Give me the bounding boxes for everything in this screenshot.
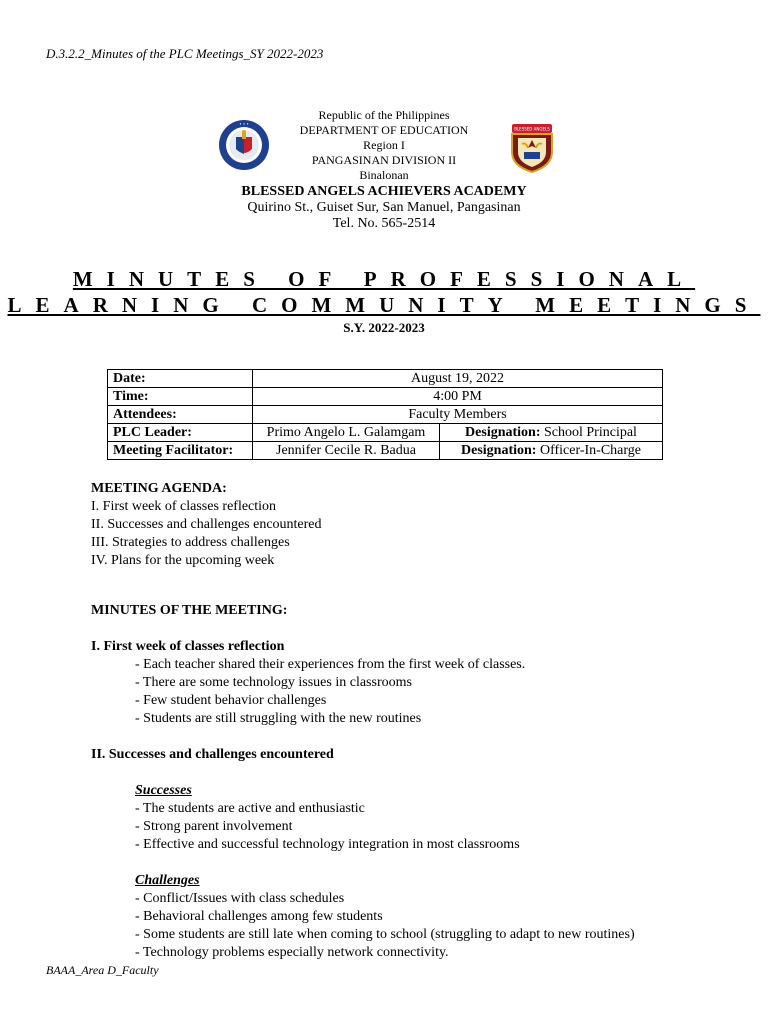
republic-line: Republic of the Philippines	[318, 108, 450, 122]
school-year: S.Y. 2022-2023	[343, 320, 425, 335]
document-reference: D.3.2.2_Minutes of the PLC Meetings_SY 2022-2023	[46, 46, 324, 61]
list-item: - Conflict/Issues with class schedules	[135, 891, 345, 906]
designation-label: Designation:	[465, 425, 541, 440]
table-row	[108, 406, 663, 424]
time-label: Time:	[108, 388, 253, 406]
list-item: - Technology problems especially network connectivity.	[135, 945, 449, 960]
list-item: - Each teacher shared their experiences from the first week of classes.	[135, 657, 526, 672]
title-line-1: MINUTES OF PROFESSIONAL	[72, 267, 696, 291]
date-value: August 19, 2022	[253, 370, 663, 388]
time-value: 4:00 PM	[253, 388, 663, 406]
agenda-item: I. First week of classes reflection	[91, 499, 277, 514]
footer-reference: BAAA_Area D_Faculty	[46, 963, 159, 977]
meeting-info-table	[107, 369, 663, 460]
letterhead	[0, 108, 768, 232]
document-body	[91, 480, 731, 962]
plc-leader-value: Primo Angelo L. Galamgam	[253, 424, 440, 442]
list-item: - The students are active and enthusiastic	[135, 801, 365, 816]
successes-heading: Successes	[135, 783, 192, 798]
attendees-label: Attendees:	[108, 406, 253, 424]
division-line: PANGASINAN DIVISION II	[311, 153, 457, 167]
list-item: - There are some technology issues in classrooms	[135, 675, 412, 690]
agenda-heading: MEETING AGENDA:	[91, 481, 227, 496]
section-title: I. First week of classes reflection	[91, 639, 285, 654]
school-name: BLESSED ANGELS ACHIEVERS ACADEMY	[241, 184, 527, 199]
plc-leader-designation	[440, 424, 663, 442]
agenda-item: III. Strategies to address challenges	[91, 535, 290, 550]
table-row	[108, 370, 663, 388]
title-line-2: LEARNING COMMUNITY MEETINGS	[7, 293, 761, 317]
facilitator-designation	[440, 442, 663, 460]
table-row	[108, 442, 663, 460]
table-row	[108, 388, 663, 406]
facilitator-label: Meeting Facilitator:	[108, 442, 253, 460]
agenda-item: II. Successes and challenges encountered	[91, 517, 322, 532]
plc-leader-label: PLC Leader:	[108, 424, 253, 442]
section-title: II. Successes and challenges encountered	[91, 747, 334, 762]
attendees-value: Faculty Members	[253, 406, 663, 424]
designation-value: Officer-In-Charge	[539, 443, 641, 458]
facilitator-value: Jennifer Cecile R. Badua	[253, 442, 440, 460]
svg-text:• • •: • • •	[239, 121, 249, 127]
list-item: - Behavioral challenges among few students	[135, 909, 383, 924]
table-row	[108, 424, 663, 442]
municipality-line: Binalonan	[359, 168, 409, 182]
list-item: - Effective and successful technology integration in most classrooms	[135, 837, 520, 852]
agenda-item: IV. Plans for the upcoming week	[91, 553, 275, 568]
list-item: - Few student behavior challenges	[135, 693, 327, 708]
challenges-heading: Challenges	[135, 873, 200, 888]
document-title	[0, 266, 768, 336]
school-address: Quirino St., Guiset Sur, San Manuel, Pangasinan	[247, 200, 521, 215]
designation-value: School Principal	[544, 425, 637, 440]
minutes-heading: MINUTES OF THE MEETING:	[91, 603, 288, 618]
designation-label: Designation:	[461, 443, 537, 458]
department-line: DEPARTMENT OF EDUCATION	[299, 123, 469, 137]
list-item: - Students are still struggling with the new routines	[135, 711, 422, 726]
region-line: Region I	[363, 138, 405, 152]
date-label: Date:	[108, 370, 253, 388]
svg-text:BLESSED ANGELS: BLESSED ANGELS	[514, 126, 550, 132]
list-item: - Some students are still late when coming to school (struggling to adapt to new routines)	[135, 927, 635, 942]
list-item: - Strong parent involvement	[135, 819, 293, 834]
school-phone: Tel. No. 565-2514	[332, 216, 436, 231]
